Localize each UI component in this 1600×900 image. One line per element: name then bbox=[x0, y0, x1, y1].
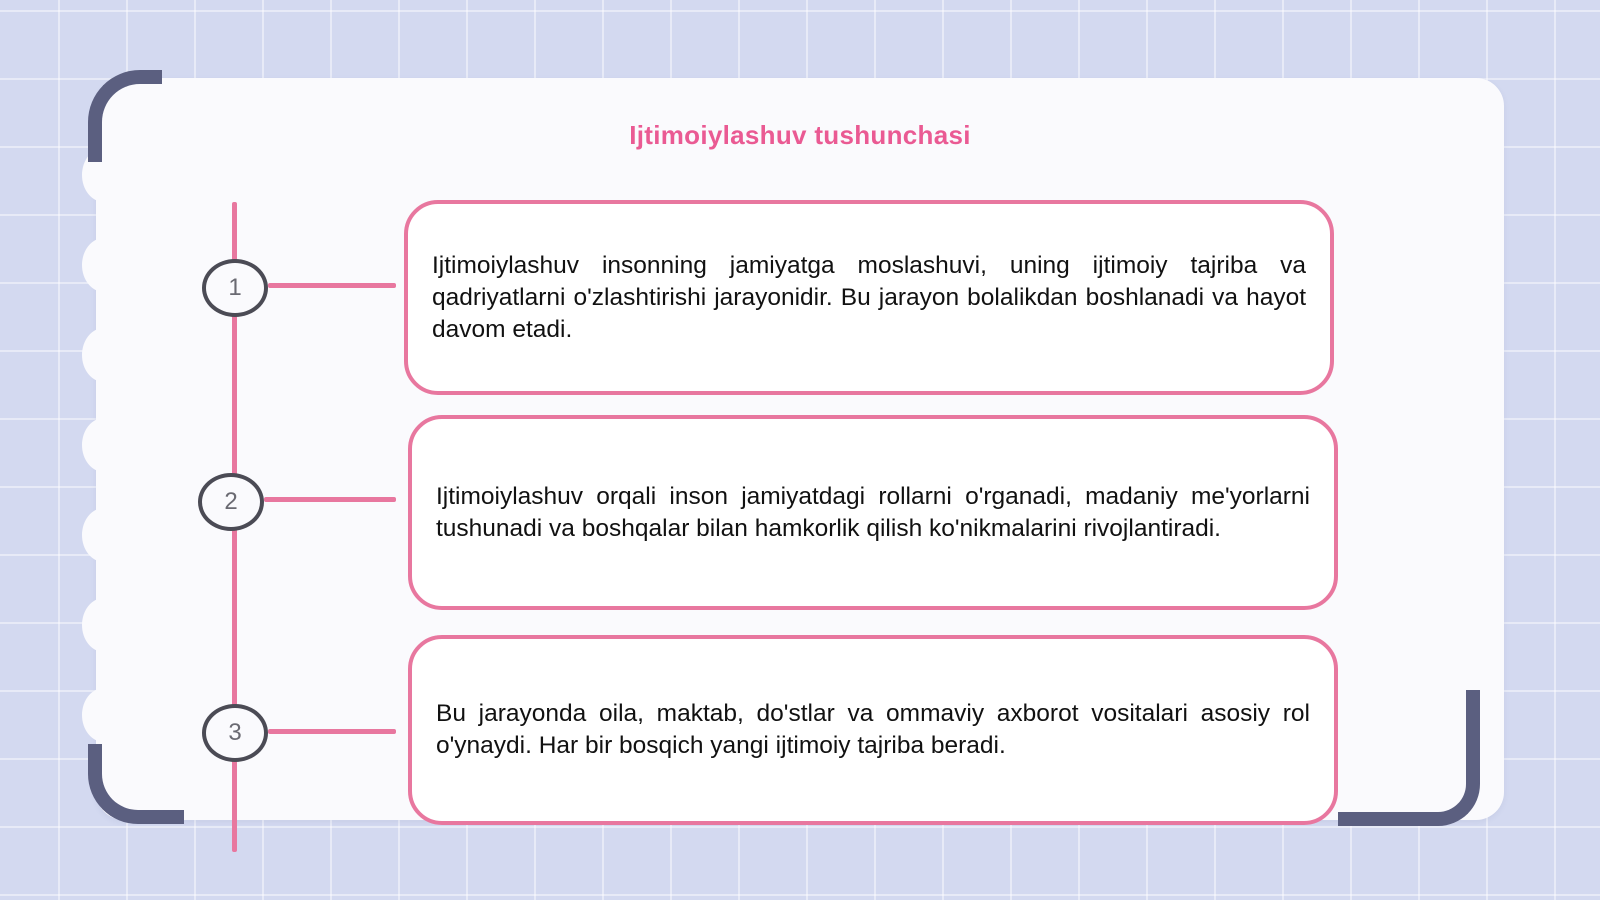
timeline-card-2 bbox=[408, 415, 1338, 610]
timeline-marker-3: 3 bbox=[202, 704, 268, 762]
timeline-card-3 bbox=[408, 635, 1338, 825]
timeline-connector bbox=[264, 497, 396, 502]
timeline-connector bbox=[268, 729, 396, 734]
page-scallop bbox=[82, 688, 126, 742]
timeline-card-text: Ijtimoiylashuv insonning jamiyatga moslashuvi, uning ijtimoiy tajriba va qadriyatlarni o'zlashtirishi jarayonidir. Bu jarayon bolalikdan boshlanadi va hayot davom etadi. bbox=[432, 251, 1306, 343]
timeline-marker-1: 1 bbox=[202, 259, 268, 317]
page-scallop bbox=[82, 238, 126, 292]
corner-bracket-bottom-right bbox=[1338, 690, 1480, 826]
page-scallop bbox=[82, 598, 126, 652]
timeline-card-text: Bu jarayonda oila, maktab, do'stlar va ommaviy axborot vositalari asosiy rol o'ynaydi. Har bir bosqich yangi ijtimoiy tajriba beradi. bbox=[436, 700, 1310, 759]
page-scallop bbox=[82, 418, 126, 472]
timeline-marker-2: 2 bbox=[198, 473, 264, 531]
page-scallop bbox=[82, 328, 126, 382]
corner-bracket-bottom-left bbox=[88, 744, 184, 824]
timeline-card-text: Ijtimoiylashuv orqali inson jamiyatdagi rollarni o'rganadi, madaniy me'yorlarni tushunadi va boshqalar bilan hamkorlik qilish ko'nikmalarini rivojlantiradi. bbox=[436, 482, 1310, 542]
corner-bracket-top-left bbox=[88, 70, 162, 162]
timeline-card-1 bbox=[404, 200, 1334, 395]
slide-title: Ijtimoiylashuv tushunchasi bbox=[629, 120, 971, 150]
page-scallop bbox=[82, 508, 126, 562]
timeline-connector bbox=[268, 283, 396, 288]
